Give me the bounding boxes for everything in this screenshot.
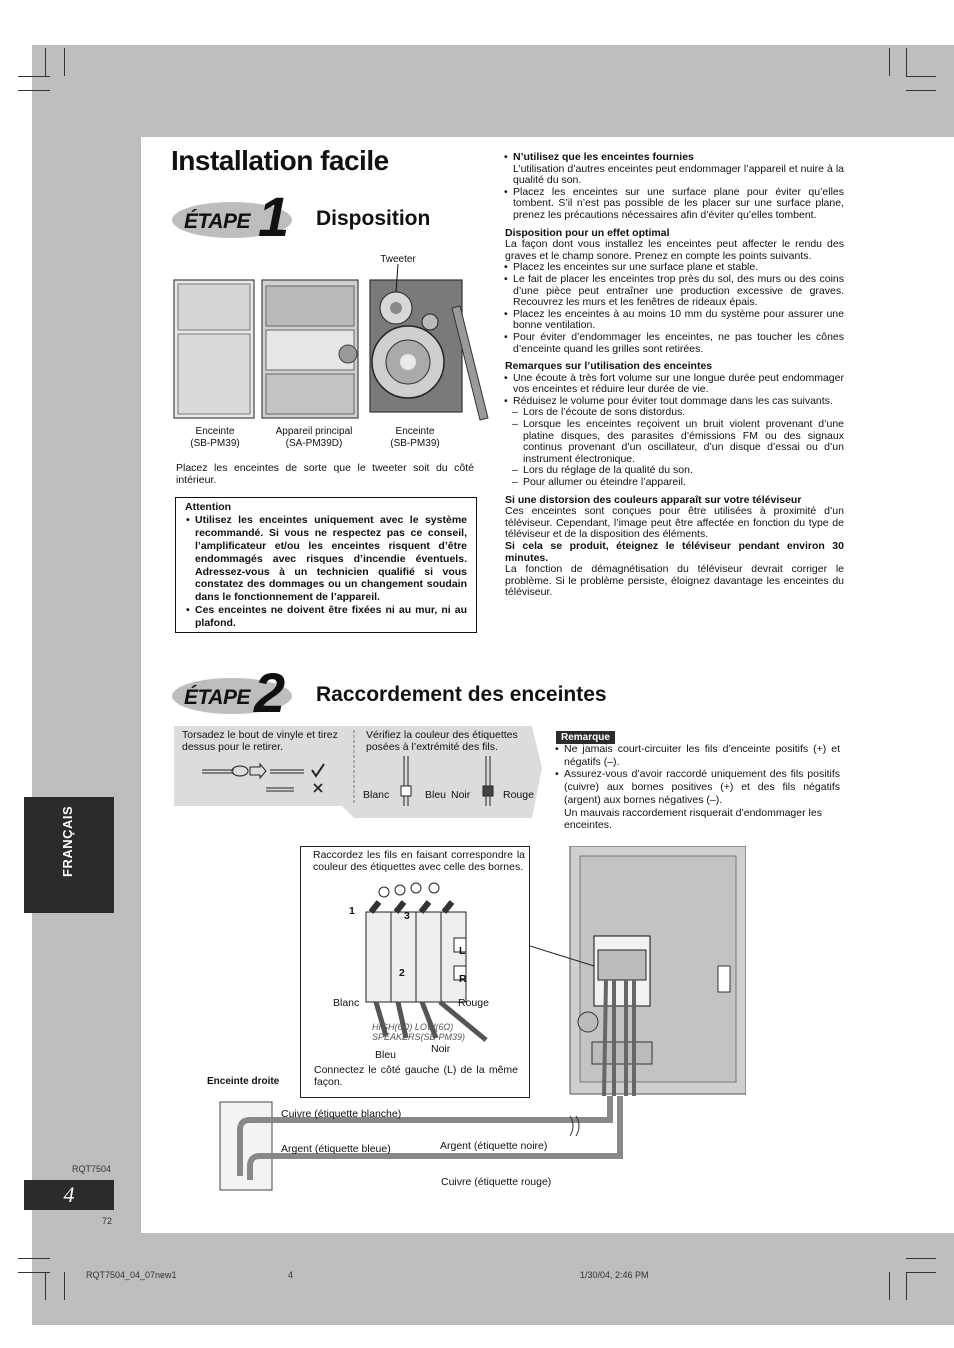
crop-mark	[906, 48, 907, 76]
terminal-drawing	[336, 882, 516, 1042]
crop-mark	[45, 48, 46, 76]
terminal-bleu: Bleu	[375, 1049, 397, 1061]
attention-item: • Utilisez les enceintes uniquement avec le système recommandé. Si vous ne respectez pas ce conseil, l’amplificateur et/ou les enceintes risquent d’être endommagés avec risques d’incendie éventuels. Adressez-vous à un technicien qualifié si vous constatez des dommages ou un changement soudain dans le fonctionnement de l’appareil.	[195, 514, 467, 604]
page-number: 4	[24, 1180, 114, 1210]
wire-tag-bleu: Bleu	[425, 789, 447, 801]
attention-content	[185, 501, 467, 630]
tv-text: Ces enceintes sont conçues pour être utilisées à proximité d’un téléviseur. Cependant, l’image peut être affectée en fonction du type de téléviseur et de la disposition des éléments.	[505, 505, 844, 541]
right-speaker-label: Enceinte	[395, 426, 435, 437]
step1-badge	[172, 185, 296, 248]
usage-subitem: – Lors de l’écoute de sons distordus.	[523, 407, 844, 419]
step-marker-2: 2	[399, 967, 405, 979]
step2-badge-label: ÉTAPE	[184, 686, 250, 709]
step1-heading: Disposition	[316, 207, 431, 230]
cable-label-copper-white: Cuivre (étiquette blanche)	[281, 1108, 402, 1120]
unit-rear-panel	[530, 846, 746, 1106]
crop-mark	[18, 76, 50, 77]
terminal-noir: Noir	[431, 1043, 451, 1055]
optimal-item: • Pour éviter d’endommager les enceintes, ne pas toucher les cônes d’enceinte quand les grilles sont retirées.	[513, 332, 844, 355]
language-label: FRANÇAIS	[60, 805, 75, 877]
crop-mark	[18, 90, 50, 91]
footer-file-name: RQT7504_04_07new1	[86, 1270, 177, 1280]
attention-item: • Ces enceintes ne doivent être fixées ni au mur, ni au plafond.	[195, 604, 467, 630]
terminal-rouge: Rouge	[458, 997, 489, 1009]
speaker-cable-run	[210, 1096, 630, 1196]
channel-r-label: R	[459, 973, 467, 985]
crop-mark	[889, 1272, 890, 1300]
main-unit-model: (SA-PM39D)	[285, 438, 343, 449]
language-tab	[24, 797, 114, 913]
step1-badge-number: 1	[258, 185, 290, 248]
left-side-note: Connectez le côté gauche (L) de la même façon.	[314, 1064, 518, 1088]
tv-bold: Si cela se produit, éteignez le téléviseur pendant environ 30 minutes.	[505, 540, 844, 564]
main-unit-caption	[262, 426, 366, 450]
channel-l-label: L	[459, 945, 466, 957]
terminal-blanc: Blanc	[333, 997, 360, 1009]
usage-item: • Une écoute à très fort volume sur une longue durée peut endommager vos enceintes et réduire leur durée de vie.	[513, 373, 844, 396]
tweeter-label: Tweeter	[380, 254, 416, 265]
notes-item-flat-surface: • Placez les enceintes sur une surface plane pour éviter qu’elles tombent. S’il n’est pas possible de les placer sur une surface plane, prenez les précautions nécessaires afin d’éviter qu’elles tombent.	[513, 187, 844, 222]
doc-code: RQT7504	[72, 1164, 112, 1174]
check-note: Vérifiez la couleur des étiquettes posées à l’extrémité des fils.	[366, 729, 518, 753]
footer-file-page: 4	[288, 1270, 294, 1280]
crop-mark	[889, 48, 890, 76]
speaker-layout-illustration	[168, 250, 498, 430]
notes-item-title: N’utilisez que les enceintes fournies	[513, 151, 694, 163]
placement-note: Placez les enceintes de sorte que le tweeter soit du côté intérieur.	[176, 462, 474, 486]
notes-item-text: L’utilisation d’autres enceintes peut endommager l’appareil et nuire à la qualité du son.	[513, 162, 844, 187]
twist-note: Torsadez le bout de vinyle et tirez dessus pour le retirer.	[182, 729, 338, 753]
footer-timestamp: 1/30/04, 2:46 PM	[580, 1270, 649, 1280]
page-title: Installation facile	[171, 145, 389, 176]
crop-mark	[45, 1272, 46, 1300]
step2-heading: Raccordement des enceintes	[316, 683, 607, 706]
left-speaker-caption	[175, 426, 255, 450]
crop-mark	[64, 48, 65, 76]
remarque-item: • Ne jamais court-circuiter les fils d’enceinte positifs (+) et négatifs (–).	[564, 743, 840, 768]
tv-text2: La fonction de démagnétisation du téléviseur devrait corriger le problème. Si le problème persiste, éloignez davantage les enceintes du téléviseur.	[505, 563, 844, 599]
main-unit-label: Appareil principal	[275, 426, 353, 437]
remarque-notes	[556, 743, 840, 832]
wire-tag-noir: Noir	[451, 789, 471, 801]
left-speaker-model: (SB-PM39)	[190, 438, 240, 449]
remarque-item: • Assurez-vous d’avoir raccordé uniquement des fils positifs (cuivre) aux bornes positives (+) et des fils négatifs (argent) aux bornes négatives (–).	[564, 768, 840, 806]
optimal-title: Disposition pour un effet optimal	[505, 226, 670, 239]
crop-mark	[64, 1272, 65, 1300]
left-speaker-drawing	[174, 280, 254, 418]
match-note: Raccordez les fils en faisant correspondre la couleur des étiquettes avec celle des bornes.	[313, 849, 525, 873]
cable-label-silver-blue: Argent (étiquette bleue)	[281, 1143, 391, 1155]
step2-badge-number: 2	[254, 661, 286, 724]
main-unit-drawing	[262, 280, 358, 418]
optimal-item: • Le fait de placer les enceintes trop près du sol, des murs ou des coins d’une pièce peut entraîner une production excessive de graves. Recouvrez les murs et les fenêtres de rideaux épais.	[513, 274, 844, 309]
usage-item: • Réduisez le volume pour éviter tout dommage dans les cas suivants.	[513, 396, 844, 408]
notes-item-supplied-speakers	[513, 152, 844, 187]
crop-mark	[906, 76, 936, 77]
wire-tag-blanc: Blanc	[363, 789, 390, 801]
cable-label-copper-red: Cuivre (étiquette rouge)	[441, 1176, 552, 1188]
crop-mark	[906, 90, 936, 91]
wire-tag-rouge: Rouge	[503, 789, 534, 801]
usage-subitem: – Lors du réglage de la qualité du son.	[523, 465, 844, 477]
step-marker-1: 1	[349, 905, 355, 917]
usage-subitem: – Lorsque les enceintes reçoivent un bruit violent provenant d’une platine disques, des parasites d’émissions FM ou des signaux continus provenant d’un oscillateur, d’un disque d’essai ou d’un instrument électronique.	[523, 419, 844, 465]
crop-mark	[906, 1272, 936, 1273]
terminal-caption: HIGH(6Ω) LOW(6Ω) SPEAKERS(SB-PM39)	[372, 1022, 466, 1042]
crop-mark	[18, 1258, 50, 1259]
usage-title: Remarques sur l’utilisation des enceintes	[505, 360, 713, 373]
speaker-right-label: Enceinte droite	[207, 1076, 280, 1087]
crop-mark	[906, 1258, 936, 1259]
optimal-intro: La façon dont vous installez les enceintes peut affecter le rendu des graves et le champ sonore. Prenez en compte les points suivants.	[505, 238, 844, 262]
remarque-extra: Un mauvais raccordement risquerait d’endommager les enceintes.	[564, 806, 822, 832]
step1-badge-label: ÉTAPE	[184, 210, 250, 233]
right-speaker-model: (SB-PM39)	[390, 438, 440, 449]
cable-label-silver-black: Argent (étiquette noire)	[440, 1140, 548, 1152]
right-column-notes	[505, 152, 844, 599]
attention-title: Attention	[185, 501, 232, 513]
optimal-item: • Placez les enceintes sur une surface plane et stable.	[513, 262, 844, 274]
optimal-item: • Placez les enceintes à au moins 10 mm du système pour assurer une bonne ventilation.	[513, 309, 844, 332]
step2-badge	[172, 661, 296, 724]
usage-subitem: – Pour allumer ou éteindre l’appareil.	[523, 477, 844, 489]
tv-title: Si une distorsion des couleurs apparaît sur votre téléviseur	[505, 493, 802, 506]
step-marker-3: 3	[404, 910, 410, 922]
crop-mark	[906, 1272, 907, 1300]
page-number-small: 72	[102, 1216, 113, 1226]
remarque-label: Remarque	[556, 731, 615, 744]
left-speaker-label: Enceinte	[195, 426, 235, 437]
attention-box	[175, 497, 477, 633]
right-speaker-drawing	[370, 264, 488, 420]
right-speaker-caption	[375, 426, 455, 450]
